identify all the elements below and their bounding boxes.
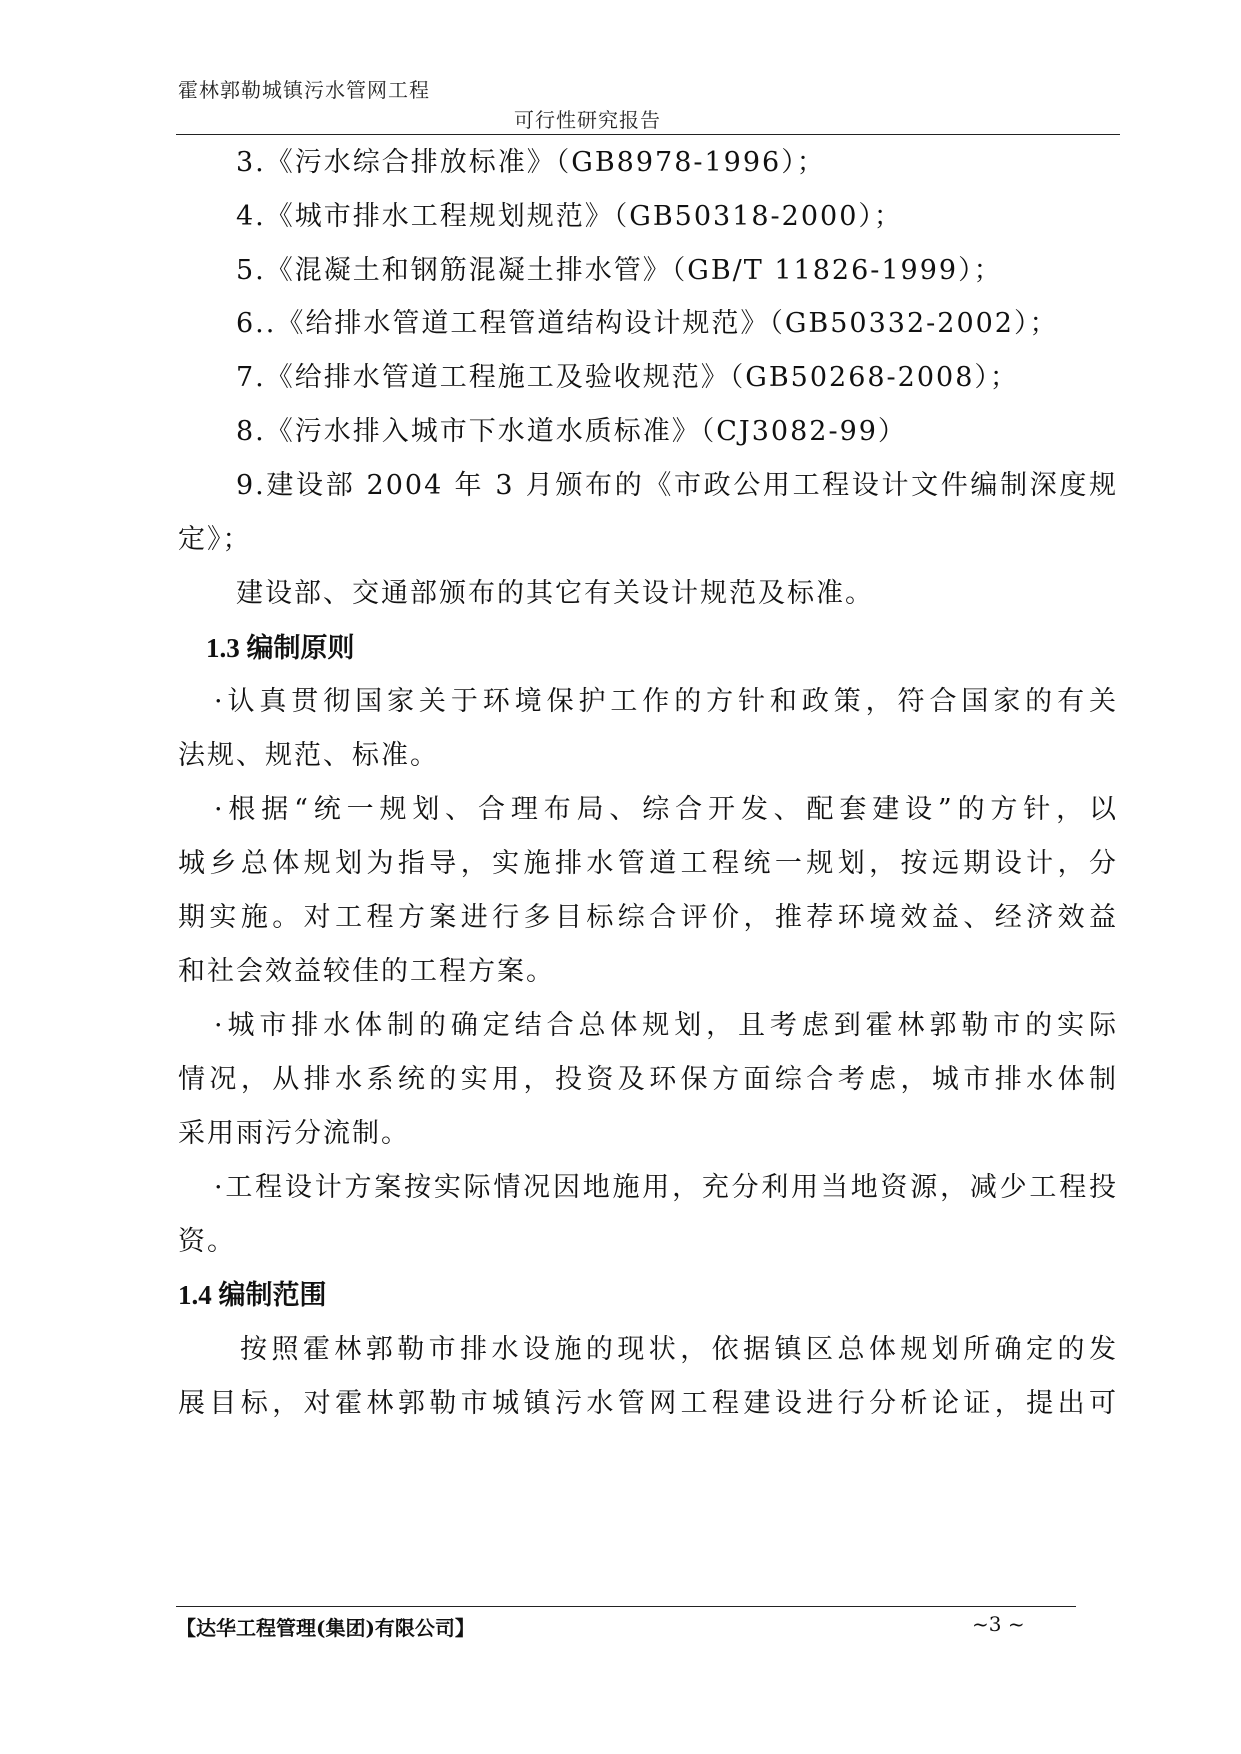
reference-item-9-line2: 定》； — [178, 524, 252, 555]
principle-1-line1: ·认真贯彻国家关于环境保护工作的方针和政策，符合国家的有关 — [214, 686, 1118, 717]
header-report-type: 可行性研究报告 — [514, 108, 661, 132]
principle-2-line4: 和社会效益较佳的工程方案。 — [178, 956, 555, 987]
principle-2-line1: ·根据“统一规划、合理布局、综合开发、配套建设”的方针，以 — [214, 794, 1118, 825]
principle-3-line3: 采用雨污分流制。 — [178, 1118, 410, 1149]
reference-item: 6..《给排水管道工程管道结构设计规范》（GB50332-2002）； — [236, 308, 1059, 339]
principle-2-line3: 期实施。对工程方案进行多目标综合评价，推荐环境效益、经济效益 — [178, 902, 1118, 933]
reference-item: 8.《污水排入城市下水道水质标准》（CJ3082-99） — [236, 416, 907, 447]
principle-3-line2: 情况，从排水系统的实用，投资及环保方面综合考虑，城市排水体制 — [178, 1064, 1118, 1095]
reference-item: 7.《给排水管道工程施工及验收规范》（GB50268-2008）； — [236, 362, 1019, 393]
principle-4-line2: 资。 — [178, 1226, 236, 1257]
scope-line1: 按照霍林郭勒市排水设施的现状，依据镇区总体规划所确定的发 — [240, 1334, 1118, 1365]
section-heading-1-3: 1.3 编制原则 — [206, 633, 355, 663]
principle-2-line2: 城乡总体规划为指导，实施排水管道工程统一规划，按远期设计，分 — [178, 848, 1118, 879]
scope-line2: 展目标，对霍林郭勒市城镇污水管网工程建设进行分析论证，提出可 — [178, 1388, 1118, 1419]
section-heading-1-4: 1.4 编制范围 — [178, 1280, 327, 1310]
reference-item: 5.《混凝土和钢筋混凝土排水管》（GB/T 11826-1999）； — [236, 255, 1003, 286]
reference-item-9-line1: 9.建设部 2004 年 3 月颁布的《市政公用工程设计文件编制深度规 — [236, 470, 1118, 501]
footer-company: 【达华工程管理(集团)有限公司】 — [176, 1616, 475, 1640]
footer-divider — [176, 1606, 1076, 1607]
reference-item: 3.《污水综合排放标准》（GB8978-1996）； — [236, 147, 826, 178]
principle-4-line1: ·工程设计方案按实际情况因地施用，充分利用当地资源，减少工程投 — [214, 1172, 1118, 1203]
other-references: 建设部、交通部颁布的其它有关设计规范及标准。 — [236, 578, 874, 609]
header-project-title: 霍林郭勒城镇污水管网工程 — [178, 78, 430, 102]
footer-page-number: ~3 ~ — [972, 1612, 1025, 1636]
principle-3-line1: ·城市排水体制的确定结合总体规划，且考虑到霍林郭勒市的实际 — [214, 1010, 1118, 1041]
reference-item: 4.《城市排水工程规划规范》（GB50318-2000）； — [236, 201, 903, 232]
principle-1-line2: 法规、规范、标准。 — [178, 740, 439, 771]
header-divider — [176, 134, 1120, 135]
